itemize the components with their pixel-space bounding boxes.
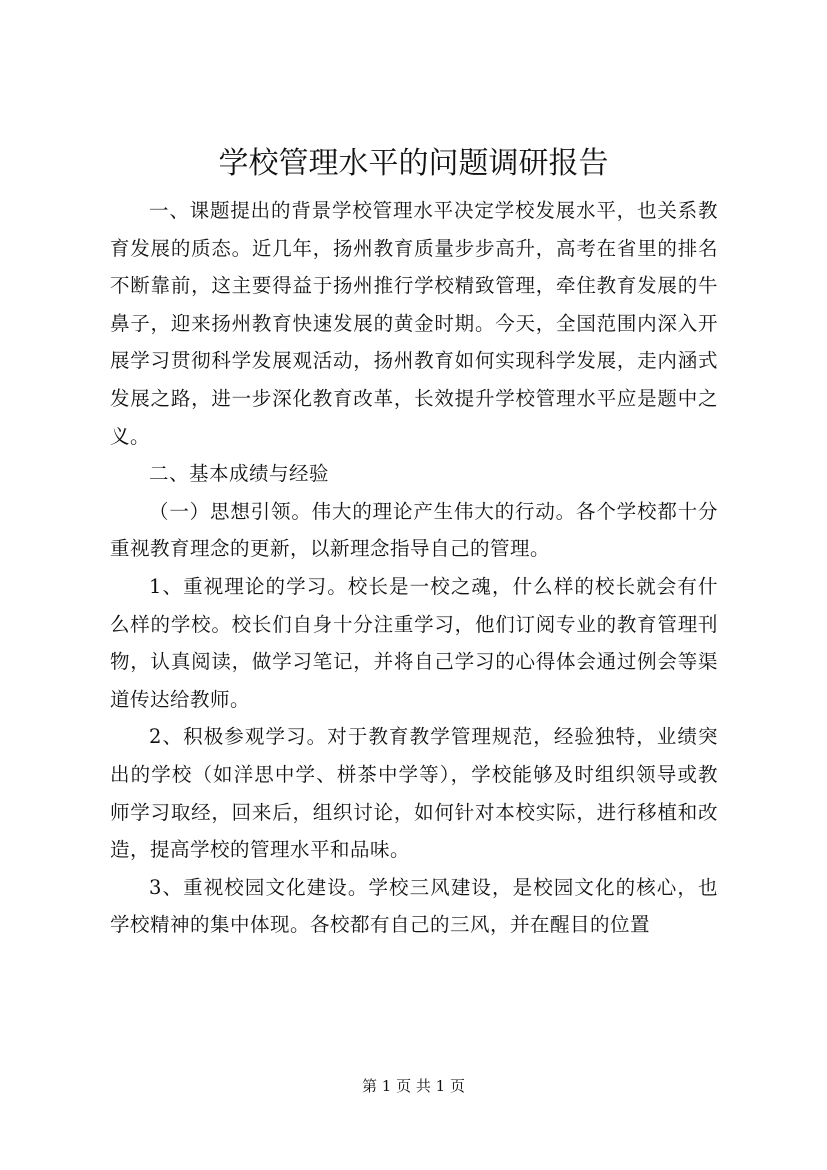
document-title: 学校管理水平的问题调研报告 xyxy=(218,146,609,181)
page-number: 第 1 页 共 1 页 xyxy=(362,1077,465,1095)
paragraph-background: 一、课题提出的背景学校管理水平决定学校发展水平，也关系教育发展的质态。近几年，扬州教育质量步步高升，高考在省里的排名不断靠前，这主要得益于扬州推行学校精致管理，牵住教育发展的牛鼻子，迎来扬州教育快速发展的黄金时期。今天，全国范围内深入开展学习贯彻科学发展观活动，扬州教育如何实现科学发展，走内涵式发展之路，进一步深化教育改革，长效提升学校管理水平应是题中之义。 xyxy=(110,199,718,448)
paragraph-theory-study: 1、重视理论的学习。校长是一校之魂，什么样的校长就会有什么样的学校。校长们自身十分注重学习，他们订阅专业的教育管理刊物，认真阅读，做学习笔记，并将自己学习的心得体会通过例会等渠道传达给教师。 xyxy=(110,574,718,711)
document-body xyxy=(110,192,718,944)
paragraph-visit-study: 2、积极参观学习。对于教育教学管理规范，经验独特，业绩突出的学校（如洋思中学、栟茶中学等），学校能够及时组织领导或教师学习取经，回来后，组织讨论，如何针对本校实际，进行移植和改造，提高学校的管理水平和品味。 xyxy=(110,725,718,862)
paragraph-campus-culture: 3、重视校园文化建设。学校三风建设，是校园文化的核心，也学校精神的集中体现。各校都有自己的三风，并在醒目的位置 xyxy=(110,875,718,937)
paragraph-section-heading: 二、基本成绩与经验 xyxy=(149,462,330,486)
paragraph-thought-guidance: （一）思想引领。伟大的理论产生伟大的行动。各个学校都十分重视教育理念的更新，以新理念指导自己的管理。 xyxy=(110,499,718,561)
